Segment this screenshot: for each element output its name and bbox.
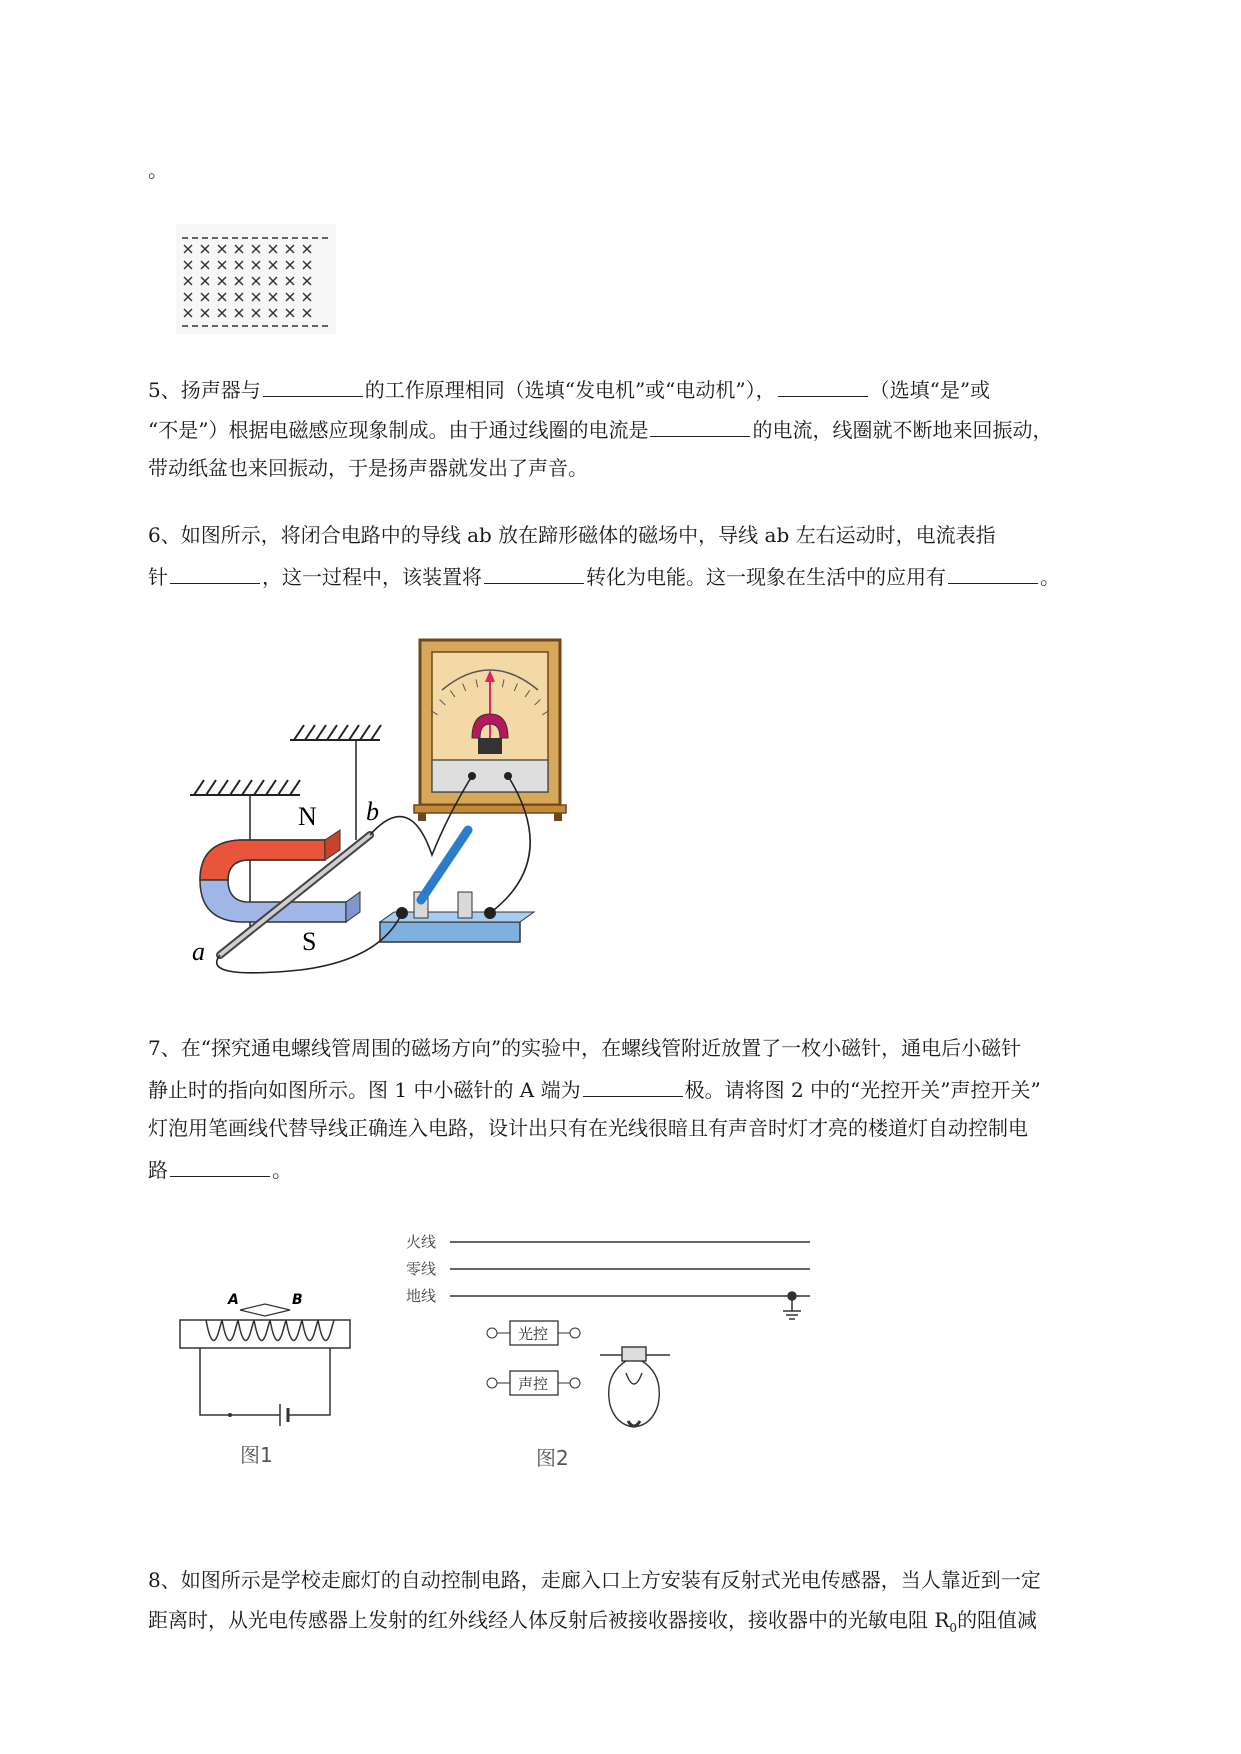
q8-text-2b: 的阻值减	[957, 1608, 1038, 1632]
q8-text-2a: 距离时，从光电传感器上发射的红外线经人体反射后被接收器接收，接收器中的光敏电阻 R	[148, 1608, 950, 1632]
wire-label-ground: 地线	[406, 1287, 437, 1305]
q5-line2	[148, 414, 1052, 444]
light-bulb	[600, 1347, 670, 1427]
q6-blank-1[interactable]	[170, 561, 260, 584]
pole-label-n: N	[298, 802, 317, 831]
rod-label-b: b	[366, 797, 379, 826]
q6-blank-2[interactable]	[484, 561, 584, 584]
q5-text-2b: 的电流，线圈就不断地来回振动，	[752, 418, 1053, 442]
ceiling-right	[290, 725, 381, 740]
q7-text-2a: 静止时的指向如图所示。图 1 中小磁针的 A 端为	[148, 1078, 581, 1102]
q6-text-2d: 。	[1040, 565, 1060, 589]
compass-needle	[240, 1304, 290, 1316]
q7-blank-2[interactable]	[170, 1154, 270, 1177]
fig1-caption: 图1	[240, 1443, 273, 1467]
q7-text-4a: 路	[148, 1158, 168, 1182]
rod-label-a: a	[192, 937, 205, 966]
needle-end-b: B	[292, 1292, 303, 1308]
magnetic-field-figure	[176, 224, 336, 334]
light-control-switch	[487, 1321, 580, 1345]
galvanometer	[414, 640, 566, 821]
q6-text-2a: 针	[148, 565, 168, 589]
q5-blank-1[interactable]	[263, 374, 363, 397]
lighting-circuit-figure	[400, 1225, 820, 1470]
q5-text-1a: 5、扬声器与	[148, 378, 261, 402]
q6-text-2c: 转化为电能。这一现象在生活中的应用有	[586, 565, 946, 589]
q7-text-4b: 。	[272, 1158, 292, 1182]
q5-text-2a: “不是”）根据电磁感应现象制成。由于通过线圈的电流是	[148, 418, 649, 442]
q8-line1: 8、如图所示是学校走廊灯的自动控制电路，走廊入口上方安装有反射式光电传感器，当人靠近到一定	[148, 1568, 1041, 1592]
ceiling-left	[190, 780, 300, 795]
wire-label-neutral: 零线	[406, 1260, 437, 1278]
q8-r0-subscript: 0	[949, 1621, 958, 1635]
switch-sound-label: 声控	[518, 1375, 549, 1393]
fig2-caption: 图2	[536, 1446, 569, 1470]
q5-text-1b: 的工作原理相同（选填“发电机”或“电动机”），	[364, 378, 776, 402]
q6-text-2b: ，这一过程中，该装置将	[262, 565, 482, 589]
q7-line2	[148, 1074, 1041, 1104]
q7-text-2b: 极。请将图 2 中的“光控开关”声控开关”	[684, 1078, 1041, 1102]
needle-end-a: A	[228, 1292, 239, 1308]
wire-label-live: 火线	[406, 1233, 437, 1251]
q5-blank-2[interactable]	[778, 374, 868, 397]
q6-line1: 6、如图所示，将闭合电路中的导线 ab 放在蹄形磁体的磁场中，导线 ab 左右运动时，电流表指	[148, 523, 996, 547]
pole-label-s: S	[302, 927, 317, 956]
q5-text-1c: （选填“是”或	[869, 378, 991, 402]
sound-control-switch	[487, 1371, 580, 1395]
q7-line3: 灯泡用笔画线代替导线正确连入电路，设计出只有在光线很暗且有声音时灯才亮的楼道灯自动控制电	[148, 1116, 1028, 1140]
q7-line4	[148, 1154, 292, 1184]
switch-light-label: 光控	[518, 1325, 549, 1343]
q7-blank-1[interactable]	[583, 1074, 683, 1097]
q5-line3: 带动纸盆也来回振动，于是扬声器就发出了声音。	[148, 456, 588, 480]
solenoid-figure	[170, 1280, 370, 1470]
knife-switch	[380, 830, 534, 942]
q7-line1: 7、在“探究通电螺线管周围的磁场方向”的实验中，在螺线管附近放置了一枚小磁针，通电后小磁针	[148, 1036, 1022, 1060]
q6-blank-3[interactable]	[948, 561, 1038, 584]
induction-apparatus-figure	[180, 630, 580, 980]
q8-line2	[148, 1606, 1037, 1642]
q5-line1	[148, 374, 990, 404]
q6-line2	[148, 561, 1060, 591]
q5-blank-3[interactable]	[650, 414, 750, 437]
top-period: 。	[148, 158, 168, 182]
